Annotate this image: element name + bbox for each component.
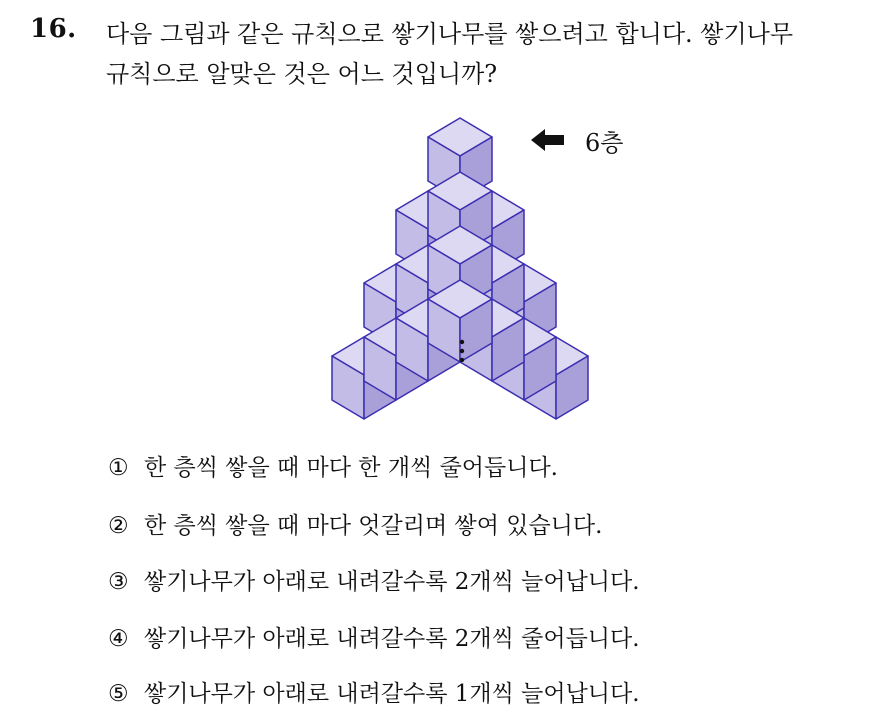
question-number: 16. <box>30 14 77 44</box>
choice-text: 쌓기나무가 아래로 내려갈수록 1개씩 늘어납니다. <box>144 681 640 707</box>
choice-mark: ① <box>108 455 129 481</box>
floor-label: 6층 <box>585 129 624 157</box>
choice-5[interactable] <box>108 675 640 708</box>
choice-mark: ② <box>108 513 129 539</box>
choice-text: 한 층씩 쌓을 때 마다 한 개씩 줄어듭니다. <box>144 455 558 481</box>
continuation-dots <box>458 338 466 366</box>
choice-text: 한 층씩 쌓을 때 마다 엇갈리며 쌓여 있습니다. <box>144 513 603 539</box>
choice-mark: ④ <box>108 626 129 652</box>
choice-mark: ③ <box>108 569 129 595</box>
choice-mark: ⑤ <box>108 681 129 707</box>
question-text-line1: 다음 그림과 같은 규칙으로 쌓기나무를 쌓으려고 합니다. 쌓기나무 <box>106 20 793 48</box>
choice-4[interactable] <box>108 620 640 653</box>
choice-1[interactable] <box>108 449 558 482</box>
left-arrow-icon <box>531 127 565 153</box>
choice-2[interactable] <box>108 507 602 540</box>
question-text-line2: 규칙으로 알맞은 것은 어느 것입니까? <box>106 60 498 88</box>
choice-text: 쌓기나무가 아래로 내려갈수록 2개씩 줄어듭니다. <box>144 626 640 652</box>
choice-3[interactable] <box>108 563 640 596</box>
choice-text: 쌓기나무가 아래로 내려갈수록 2개씩 늘어납니다. <box>144 569 640 595</box>
